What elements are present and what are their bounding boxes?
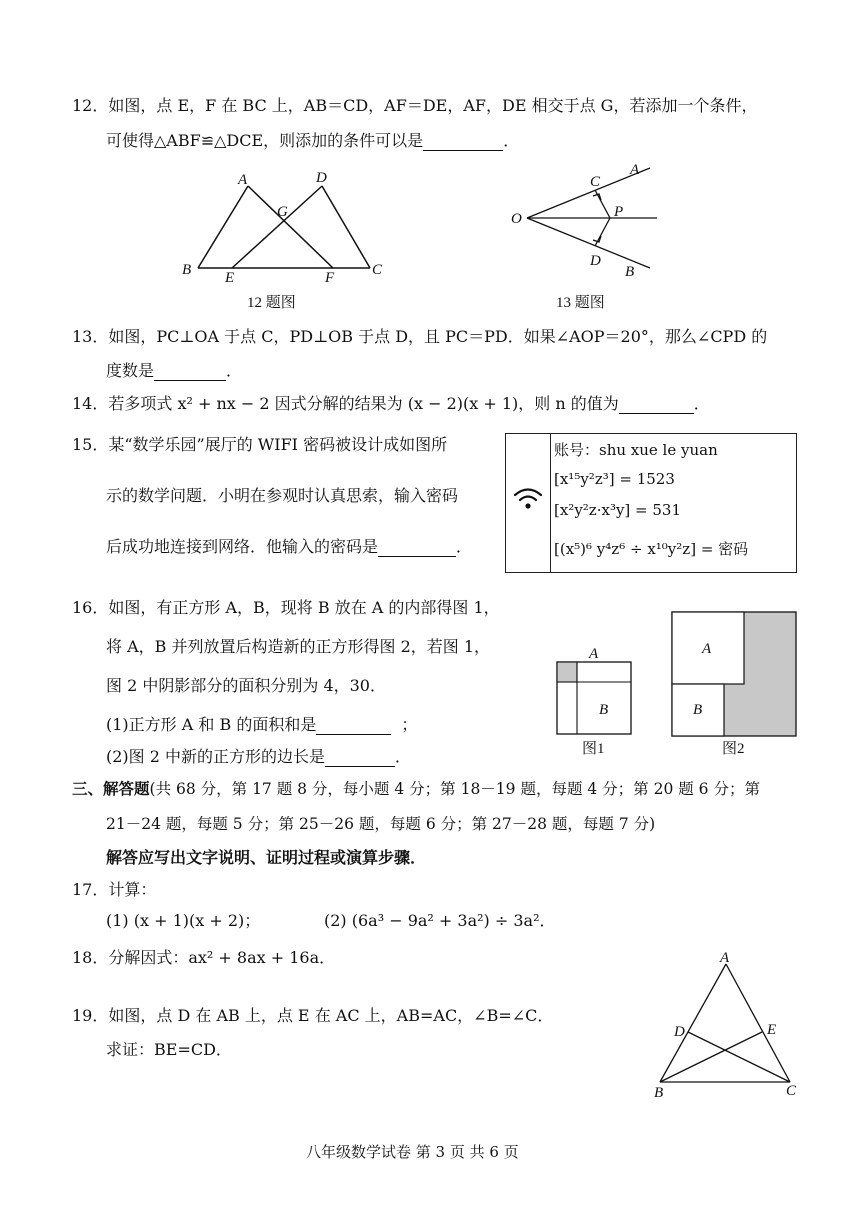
fig12-label-A: A [238, 172, 248, 188]
wifi-icon [512, 484, 544, 514]
fig12-label-G: G [277, 204, 288, 220]
fig19-label-B: B [654, 1085, 664, 1101]
q16-answer-blank-2[interactable] [325, 747, 395, 767]
fig16-2-label-A: A [702, 641, 712, 657]
q16-line1: 16．如图，有正方形 A，B，现将 B 放在 A 的内部得图 1， [72, 598, 500, 617]
q17-part1: (1) (x + 1)(x + 2)； [106, 911, 261, 930]
fig16-1-caption: 图1 [582, 741, 605, 757]
fig12-label-F: F [325, 270, 335, 286]
fig13-label-O: O [511, 211, 522, 227]
q17-title: 17．计算： [72, 880, 157, 899]
fig12-label-D: D [316, 170, 327, 186]
q12-answer-blank[interactable] [423, 131, 503, 151]
q19-line2: 求证：BE=CD． [106, 1040, 232, 1059]
q13-caption: 13 题图 [556, 295, 605, 311]
fig12-label-B: B [182, 262, 192, 278]
page-footer: 八年级数学试卷 第 3 页 共 6 页 [306, 1143, 519, 1161]
fig19-label-A: A [720, 950, 730, 966]
fig16-1-label-A: A [589, 646, 599, 662]
fig19-label-D: D [674, 1024, 685, 1040]
section3-note: 解答应写出文字说明、证明过程或演算步骤． [106, 848, 427, 867]
figure-16-1 [555, 640, 635, 740]
q16-line3: 图 2 中阴影部分的面积分别为 4，30． [106, 676, 386, 695]
figure-19 [648, 950, 808, 1105]
q18-line: 18．分解因式：ax² + 8ax + 16a． [72, 948, 336, 967]
wifi-row-1: [x¹⁵y²z³] = 1523 [554, 470, 675, 488]
wifi-card-divider [550, 434, 551, 572]
q15-line1: 15．某“数学乐园”展厅的 WIFI 密码被设计成如图所 [72, 435, 448, 454]
q12-line2: 可使得△ABF≌△DCE，则添加的条件可以是 ． [106, 131, 520, 150]
wifi-row-3: [(x⁵)⁶ y⁴z⁶ ÷ x¹⁰y²z] = 密码 [554, 540, 749, 558]
wifi-account: 账号：shu xue le yuan [554, 441, 718, 459]
q15-line2: 示的数学问题．小明在参观时认真思索，输入密码 [106, 486, 459, 505]
section3-line2: 21－24 题，每题 5 分；第 25－26 题，每题 6 分；第 27－28 题，每题 7 分) [106, 815, 656, 833]
wifi-password-card [505, 433, 797, 573]
fig13-label-C: C [590, 174, 601, 190]
fig16-2-caption: 图2 [722, 741, 745, 757]
q16-line2: 将 A，B 并列放置后构造新的正方形得图 2，若图 1， [106, 637, 491, 656]
q13-line2: 度数是 ． [106, 361, 243, 380]
q13-answer-blank[interactable] [154, 361, 226, 381]
fig16-2-label-B: B [693, 702, 703, 718]
figure-13 [505, 160, 675, 285]
fig13-label-D: D [590, 253, 601, 269]
fig13-label-A: A [630, 162, 640, 178]
q16-line4: (1)正方形 A 和 B 的面积和是 ； [106, 715, 418, 734]
figure-12 [170, 168, 400, 293]
q14-answer-blank[interactable] [619, 394, 694, 414]
q15-answer-blank[interactable] [378, 537, 456, 557]
fig19-label-E: E [767, 1022, 777, 1038]
wifi-row-2: [x²y²z·x³y] = 531 [554, 501, 682, 519]
fig12-label-C: C [372, 262, 383, 278]
fig19-label-C: C [786, 1083, 797, 1099]
fig12-label-E: E [225, 270, 235, 286]
q15-line3: 后成功地连接到网络．他输入的密码是 ． [106, 537, 473, 556]
q16-answer-blank-1[interactable] [316, 715, 391, 735]
q14-line: 14．若多项式 x² + nx − 2 因式分解的结果为 (x − 2)(x + 1)，则 n 的值为 ． [72, 394, 710, 413]
q17-part2: (2) (6a³ − 9a² + 3a²) ÷ 3a²． [324, 911, 556, 930]
fig16-1-label-B: B [599, 702, 609, 718]
q12-caption: 12 题图 [247, 295, 296, 311]
q12-line1: 12．如图，点 E，F 在 BC 上，AB＝CD，AF＝DE，AF，DE 相交于点 G，若添加一个条件， [72, 96, 758, 115]
q16-line5: (2)图 2 中新的正方形的边长是 ． [106, 747, 412, 766]
section3-line1: 三、解答题(共 68 分，第 17 题 8 分，每小题 4 分；第 18－19 题，每题 4 分；第 20 题 6 分；第 [72, 779, 760, 798]
figure-16-2 [670, 610, 800, 738]
q19-line1: 19．如图，点 D 在 AB 上，点 E 在 AC 上，AB=AC，∠B=∠C． [72, 1006, 554, 1025]
q13-line1: 13．如图，PC⊥OA 于点 C，PD⊥OB 于点 D，且 PC＝PD．如果∠AOP＝20°，那么∠CPD 的 [72, 327, 768, 346]
fig13-label-B: B [625, 264, 635, 280]
fig13-label-P: P [614, 204, 624, 220]
